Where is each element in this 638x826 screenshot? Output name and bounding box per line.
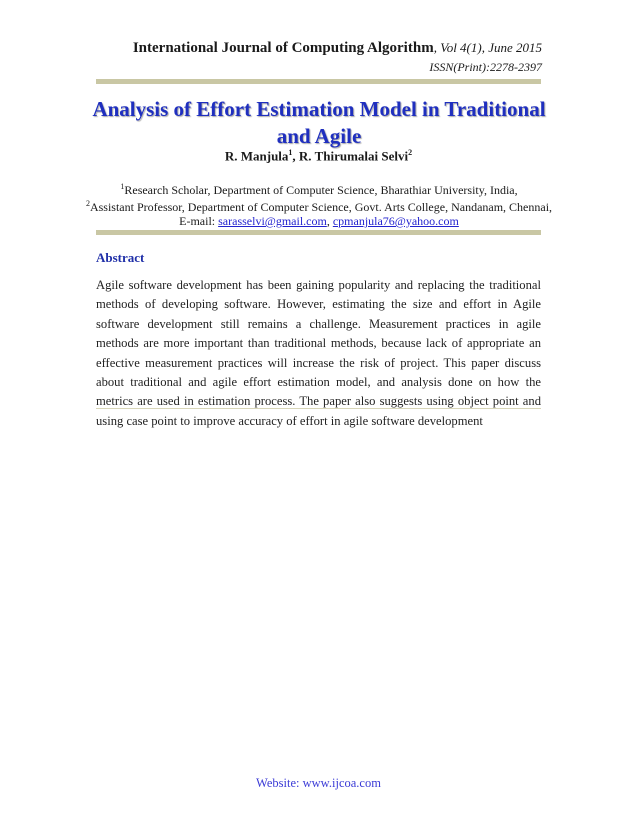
journal-title-line (133, 38, 542, 58)
affiliation-rule (96, 230, 541, 235)
journal-issn: ISSN(Print):2278-2397 (429, 60, 542, 74)
email-label: E-mail: (179, 214, 219, 228)
header-rule (96, 79, 541, 84)
footer-website: Website: www.ijcoa.com (256, 776, 381, 790)
paper-title-line-1: Analysis of Effort Estimation Model in Traditional (92, 97, 546, 121)
author-separator: , (292, 148, 299, 164)
paper-title-line-2: and Agile (276, 124, 362, 148)
affiliation-1-text: Research Scholar, Department of Computer Science, Bharathiar University, India, (124, 183, 518, 197)
journal-volume: , Vol 4(1), June 2015 (433, 40, 542, 55)
email-link-1[interactable]: sarasselvi@gmail.com (218, 214, 327, 228)
abstract-heading: Abstract (96, 250, 145, 265)
affiliation-1-mark: 1 (120, 182, 125, 191)
abstract-rule (96, 408, 541, 409)
journal-name: International Journal of Computing Algorithm (132, 40, 434, 56)
paper-authors (96, 148, 541, 164)
email-link-2[interactable]: cpmanjula76@yahoo.com (332, 214, 459, 228)
author-1: R. Manjula (224, 148, 289, 164)
affiliation-2-mark: 2 (85, 199, 90, 208)
affiliation-2-text: Assistant Professor, Department of Computer Science, Govt. Arts College, Nandanam, Chennai, (89, 200, 553, 214)
author-2-affil-mark: 2 (408, 148, 413, 157)
journal-header (133, 38, 542, 77)
author-1-affil-mark: 1 (288, 148, 293, 157)
paper-title (60, 96, 578, 150)
email-separator: , (326, 214, 333, 228)
author-2: R. Thirumalai Selvi (298, 148, 409, 164)
email-line (60, 212, 578, 230)
abstract-body: Agile software development has been gaining popularity and replacing the traditional methods of developing software. However, estimating the size and effort in Agile software development still remains a challenge. Measurement practices in agile methods are more important than traditional methods, because lack of appropriate an effective measurement practices will increase the risk of project. This paper discuss about traditional and agile effort estimation model, and analysis done on how the metrics are used in estimation process. The paper also suggests using object point and using case point to improve accuracy of effort in agile software development (96, 278, 541, 428)
